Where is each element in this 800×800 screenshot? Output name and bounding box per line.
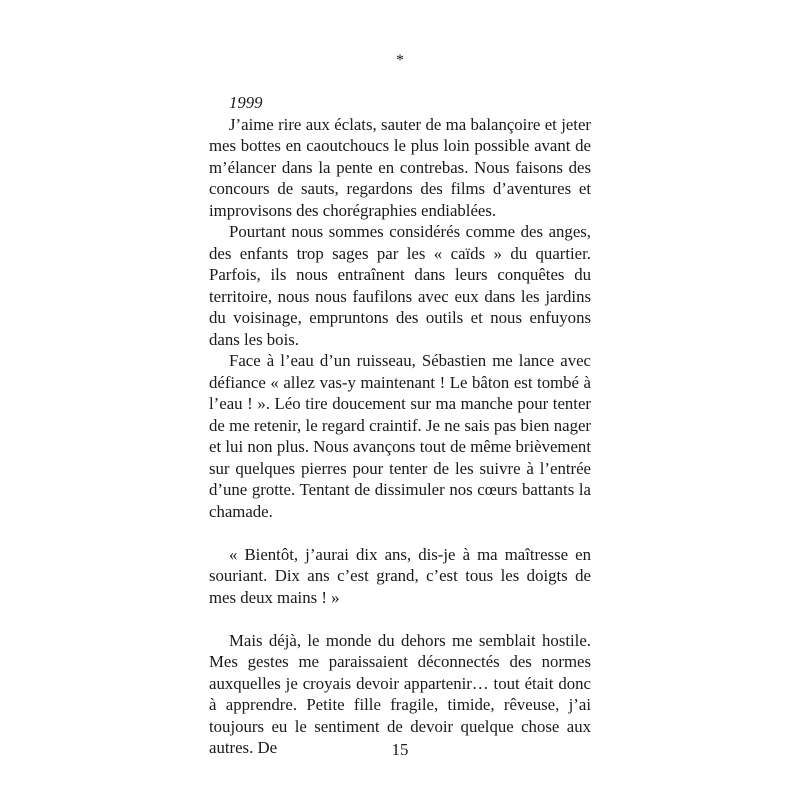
paragraph: Mais déjà, le monde du dehors me semblait hostile. Mes gestes me paraissaient déconnectés des normes auxquelles je croyais devoir appartenir… tout était donc à apprendre. Petite fille fragile, timide, rêveuse, j’ai toujours eu le sentiment de devoir quelque chose aux autres. De xyxy=(209,630,591,757)
paragraph: Face à l’eau d’un ruisseau, Sébastien me lance avec défiance « allez vas-y maintenant ! Le bâton est tombé à l’eau ! ». Léo tire doucement sur ma manche pour tenter de me retenir, le regard craintif. Je ne sais pas bien nager et lui non plus. Nous avançons tout de même brièvement sur quelques pierres pour tenter de les suivre à l’entrée d’une grotte. Tentant de dissimuler nos cœurs battants la chamade. xyxy=(209,351,591,521)
paragraph: Pourtant nous sommes considérés comme des anges, des enfants trop sages par les « caïds » du quartier. Parfois, ils nous entraînent dans leurs conquêtes du territoire, nous nous faufilons avec eux dans les jardins du voisinage, empruntons des outils et nous enfuyons dans les bois. xyxy=(209,222,591,349)
date-heading: 1999 xyxy=(229,93,263,112)
section-separator: * xyxy=(396,52,404,69)
page-number: 15 xyxy=(391,740,409,759)
body-text xyxy=(209,92,591,759)
paragraph: J’aime rire aux éclats, sauter de ma balançoire et jeter mes bottes en caoutchoucs le plus loin possible avant de m’élancer dans la pente en contrebas. Nous faisons des concours de sauts, regardons des films d’aventures et improvisons des chorégraphies endiablées. xyxy=(209,114,591,220)
dialogue-paragraph: « Bientôt, j’aurai dix ans, dis-je à ma maîtresse en souriant. Dix ans c’est grand, c’est tous les doigts de mes deux mains ! » xyxy=(209,544,591,607)
